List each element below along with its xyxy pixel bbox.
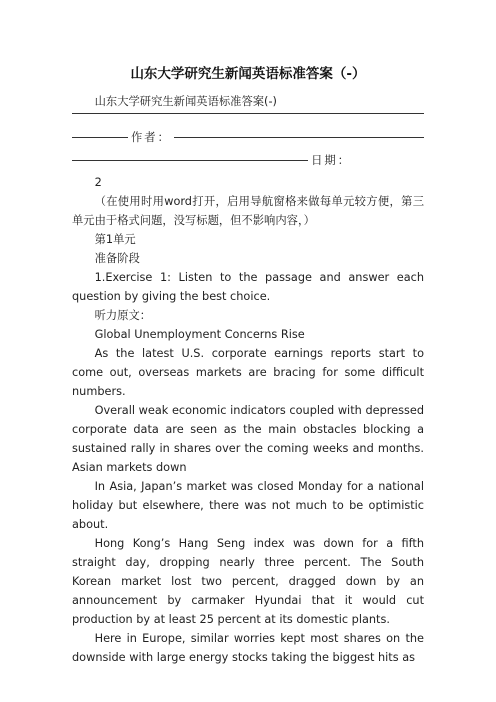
article-paragraph: In Asia, Japan’s market was closed Monday for a national holiday but elsewhere, there was not much to be optimistic about. [72,480,424,531]
date-line [72,151,424,170]
author-rule-right [174,137,424,138]
separator-rule [72,113,424,114]
date-label: 日期： [311,154,351,167]
article-paragraph: Hong Kong’s Hang Seng index was down for a fifth straight day, dropping nearly three percent. The South Korean market lost two percent, dragged down by an announcement by carmaker Hyundai that it would cut production by at least 25 percent at its domestic plants. [72,537,424,626]
document-body [72,92,424,667]
page-number: 2 [94,176,102,189]
article-paragraph: Overall weak economic indicators coupled with depressed corporate data are seen as the main obstacles blocking a sustained rally in shares over the coming weeks and months. Asian markets down [72,404,424,474]
date-rule [72,160,308,161]
separator-line [72,113,424,114]
article-paragraph: As the latest U.S. corporate earnings reports start to come out, overseas markets are bracing for some difficult numbers. [72,347,424,398]
unit-heading: 第1单元 [94,233,136,246]
article-paragraph: Here in Europe, similar worries kept most shares on the downside with large energy stocks taking the biggest hits as [72,632,424,664]
article-headline: Global Unemployment Concerns Rise [94,328,305,341]
document-subtitle: 山东大学研究生新闻英语标准答案(-) [94,95,277,108]
document-title: 山东大学研究生新闻英语标准答案（-） [130,66,366,82]
exercise-instruction: 1.Exercise 1: Listen to the passage and answer each question by giving the best choice. [72,271,424,303]
author-rule-left [72,137,128,138]
usage-note: （在使用时用word打开，启用导航窗格来做每单元较方便，第三单元由于格式问题，没写标题，但不影响内容，） [72,195,424,227]
transcript-label: 听力原文： [94,309,152,322]
author-line [72,128,424,147]
author-label: 作者： [131,131,171,144]
stage-heading: 准备阶段 [94,252,140,265]
